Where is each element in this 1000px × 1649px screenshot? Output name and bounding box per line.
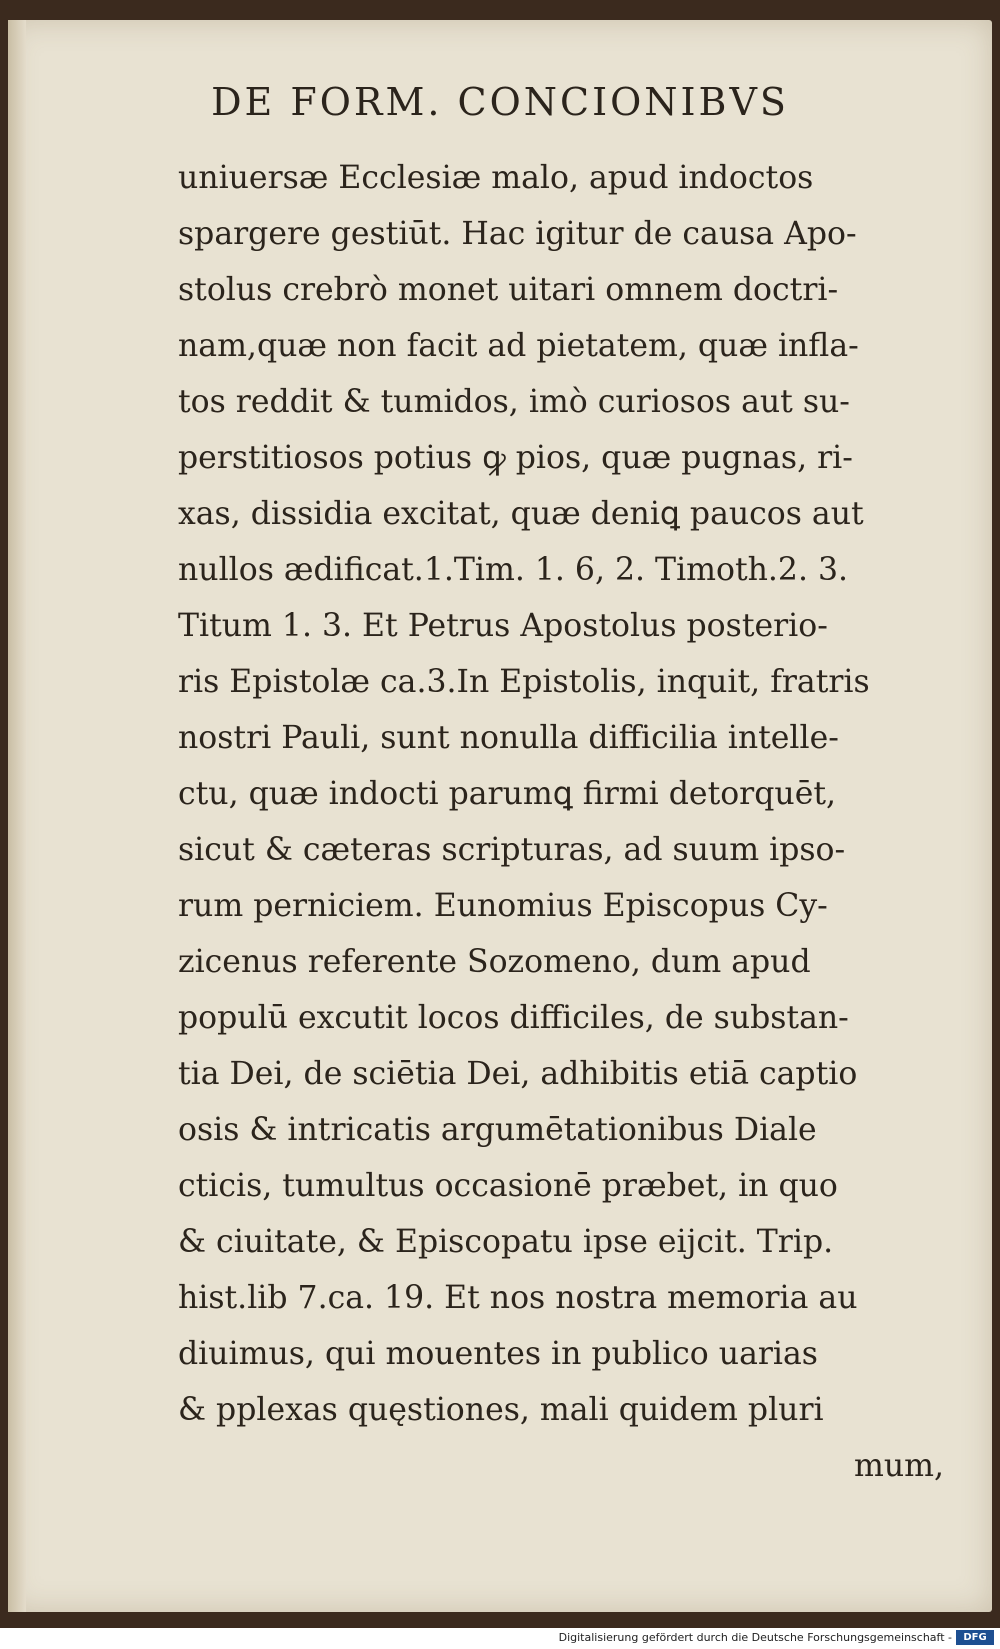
text-line: cticis, tumultus occasionē præbet, in quo <box>178 1168 838 1204</box>
text-line: spargere gestiūt. Hac igitur de causa Apo- <box>178 216 857 252</box>
text-line: xas, dissidia excitat, quæ deniꝗ paucos aut <box>178 496 864 532</box>
text-line: diuimus, qui mouentes in publico uarias <box>178 1336 818 1372</box>
text-block <box>178 150 948 1494</box>
text-line: & ciuitate, & Episcopatu ipse eijcit. Trip. <box>178 1224 834 1260</box>
text-line: ris Epistolæ ca.3.In Epistolis, inquit, fratris <box>178 664 870 700</box>
text-line: populū excutit locos difficiles, de substan- <box>178 1000 849 1036</box>
dfg-logo: DFG <box>956 1630 994 1645</box>
text-line: perstitiosos potius ꝙ pios, quæ pugnas, ri- <box>178 440 853 476</box>
text-line: tos reddit & tumidos, imò curiosos aut su- <box>178 384 850 420</box>
text-line: nostri Pauli, sunt nonulla difficilia intelle- <box>178 720 839 756</box>
text-line: rum perniciem. Eunomius Episcopus Cy- <box>178 888 828 924</box>
text-line: & pplexas quęstiones, mali quidem pluri <box>178 1392 824 1428</box>
text-line: zicenus referente Sozomeno, dum apud <box>178 944 811 980</box>
text-line: nullos ædificat.1.Tim. 1. 6, 2. Timoth.2. 3. <box>178 552 849 588</box>
footer-credit: Digitalisierung gefördert durch die Deutsche Forschungsgemeinschaft - <box>558 1631 952 1644</box>
text-line: sicut & cæteras scripturas, ad suum ipso- <box>178 832 846 868</box>
text-line: Titum 1. 3. Et Petrus Apostolus posterio- <box>178 608 828 644</box>
text-line: stolus crebrò monet uitari omnem doctri- <box>178 272 839 308</box>
text-line: hist.lib 7.ca. 19. Et nos nostra memoria au <box>178 1280 858 1316</box>
text-line: nam,quæ non facit ad pietatem, quæ infla- <box>178 328 859 364</box>
text-line: tia Dei, de sciētia Dei, adhibitis etiā captio <box>178 1056 858 1092</box>
catchword: mum, <box>853 1448 944 1484</box>
text-line: osis & intricatis argumētationibus Diale <box>178 1112 817 1148</box>
text-line: ctu, quæ indocti parumꝗ firmi detorquēt, <box>178 776 837 812</box>
text-line: uniuersæ Ecclesiæ malo, apud indoctos <box>178 160 814 196</box>
page-edge <box>8 20 26 1612</box>
running-head: DE FORM. CONCIONIBVS <box>211 80 789 124</box>
